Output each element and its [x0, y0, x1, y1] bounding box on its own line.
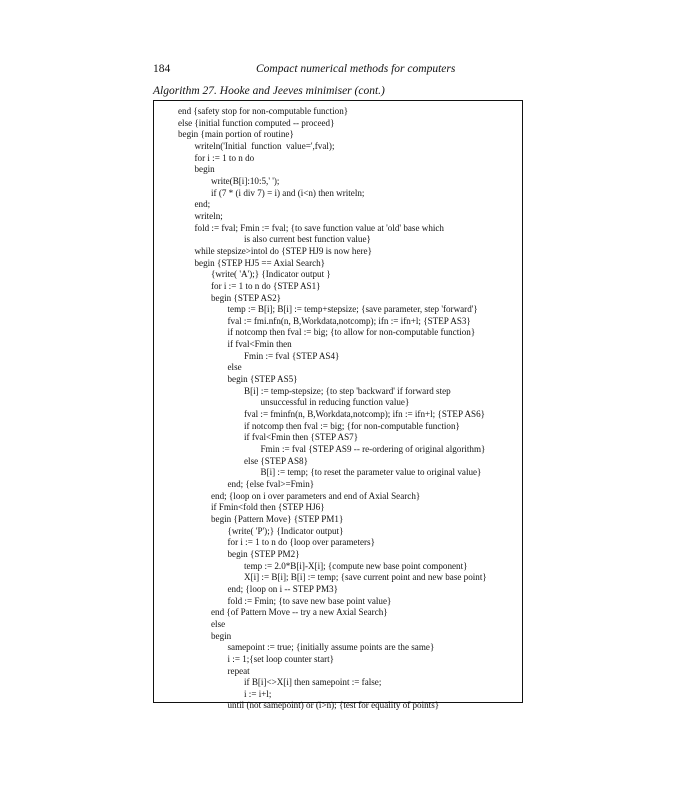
- code-line: Fmin := fval {STEP AS4}: [244, 350, 340, 361]
- code-line: end; {else fval>=Fmin}: [227, 479, 315, 489]
- code-line: end;: [194, 199, 211, 210]
- code-line: until (not samepoint) or (i>n); {test for equality of points}: [227, 700, 440, 711]
- code-line: begin {Pattern Move} {STEP PM1}: [211, 513, 344, 524]
- code-line: samepoint := true; {initially assume points are the same}: [227, 642, 435, 653]
- code-line: if (7 * (i div 7) = i) and (i<n) then writeln;: [211, 187, 365, 198]
- code-listing-box: [153, 100, 523, 711]
- code-line: fold := fval; Fmin := fval; {to save function value at 'old' base which: [194, 222, 444, 233]
- code-line: for i := 1 to n do: [194, 152, 255, 163]
- code-line: B[i] := temp; {to reset the parameter value to original value}: [260, 467, 482, 478]
- code-line: if fval<Fmin then: [227, 339, 292, 350]
- running-title: Compact numerical methods for computers: [256, 63, 456, 75]
- code-line: fold := Fmin; {to save new base point value}: [227, 595, 392, 606]
- code-line: for i := 1 to n do {STEP AS1}: [211, 280, 321, 291]
- code-line: begin {STEP HJ5 == Axial Search}: [194, 257, 326, 268]
- code-line: end; {loop on i -- STEP PM3}: [227, 583, 338, 594]
- code-line: repeat: [227, 665, 250, 676]
- algorithm-caption: Algorithm 27. Hooke and Jeeves minimiser (cont.): [153, 85, 385, 97]
- code-line: else {initial function computed -- proceed}: [178, 117, 335, 128]
- code-line: Fmin := fval {STEP AS9 -- re-ordering of original algorithm}: [260, 444, 486, 455]
- code-line: X[i] := B[i]; B[i] := temp; {save current point and new base point}: [244, 572, 487, 583]
- code-line: begin {main portion of routine}: [178, 129, 294, 140]
- code-line: end {safety stop for non-computable function}: [178, 106, 349, 116]
- page-number: 184: [153, 63, 171, 75]
- code-line: else: [211, 618, 226, 629]
- code-line: if notcomp then fval := big; {for non-computable function}: [244, 420, 460, 431]
- code-listing: [178, 106, 520, 712]
- code-line: begin {STEP AS2}: [211, 292, 282, 303]
- code-line: write(B[i]:10:5,' ');: [211, 175, 280, 186]
- code-line: fval := fmi.nfn(n, B,Workdata,notcomp); ifn := ifn+l; {STEP AS3}: [227, 315, 471, 326]
- code-line: begin {STEP PM2}: [227, 548, 300, 559]
- code-line: {write( 'A');} {Indicator output }: [211, 269, 331, 280]
- code-line: begin {STEP AS5}: [227, 374, 298, 385]
- code-line: if B[i]<>X[i] then samepoint := false;: [244, 677, 382, 688]
- code-line: {write( 'P');} {Indicator output}: [227, 525, 344, 536]
- code-line: fval := fminfn(n, B,Workdata,notcomp); ifn := ifn+l; {STEP AS6}: [244, 409, 486, 420]
- code-line: is also current best function value}: [244, 234, 371, 245]
- code-line: begin: [211, 630, 232, 641]
- code-line: else: [227, 362, 242, 373]
- code-line: if notcomp then fval := big; {to allow for non-computable function}: [227, 327, 476, 338]
- code-line: B[i] := temp-stepsize; {to step 'backward' if forward step: [244, 385, 451, 396]
- code-line: if fval<Fmin then {STEP AS7}: [244, 432, 359, 443]
- code-line: i := i+l;: [244, 688, 272, 699]
- code-line: while stepsize>intol do {STEP HJ9 is now here}: [194, 245, 372, 256]
- code-line: else {STEP AS8}: [244, 455, 308, 466]
- code-line: writeln('Initial function value=',fval);: [194, 140, 335, 151]
- code-line: begin: [194, 164, 215, 175]
- code-line: temp := 2.0*B[i]-X[i]; {compute new base point component}: [244, 560, 468, 571]
- code-line: if Fmin<fold then {STEP HJ6}: [211, 502, 325, 513]
- code-line: unsuccessful in reducing function value}: [260, 397, 410, 408]
- code-line: end; {loop on i over parameters and end of Axial Search}: [211, 490, 421, 501]
- code-line: temp := B[i]; B[i] := temp+stepsize; {save parameter, step 'forward'}: [227, 304, 478, 315]
- code-line: i := 1;{set loop counter start}: [227, 653, 335, 664]
- code-line: writeln;: [194, 210, 223, 221]
- code-line: for i := 1 to n do {loop over parameters}: [227, 537, 375, 548]
- code-line: end {of Pattern Move -- try a new Axial Search}: [211, 607, 388, 618]
